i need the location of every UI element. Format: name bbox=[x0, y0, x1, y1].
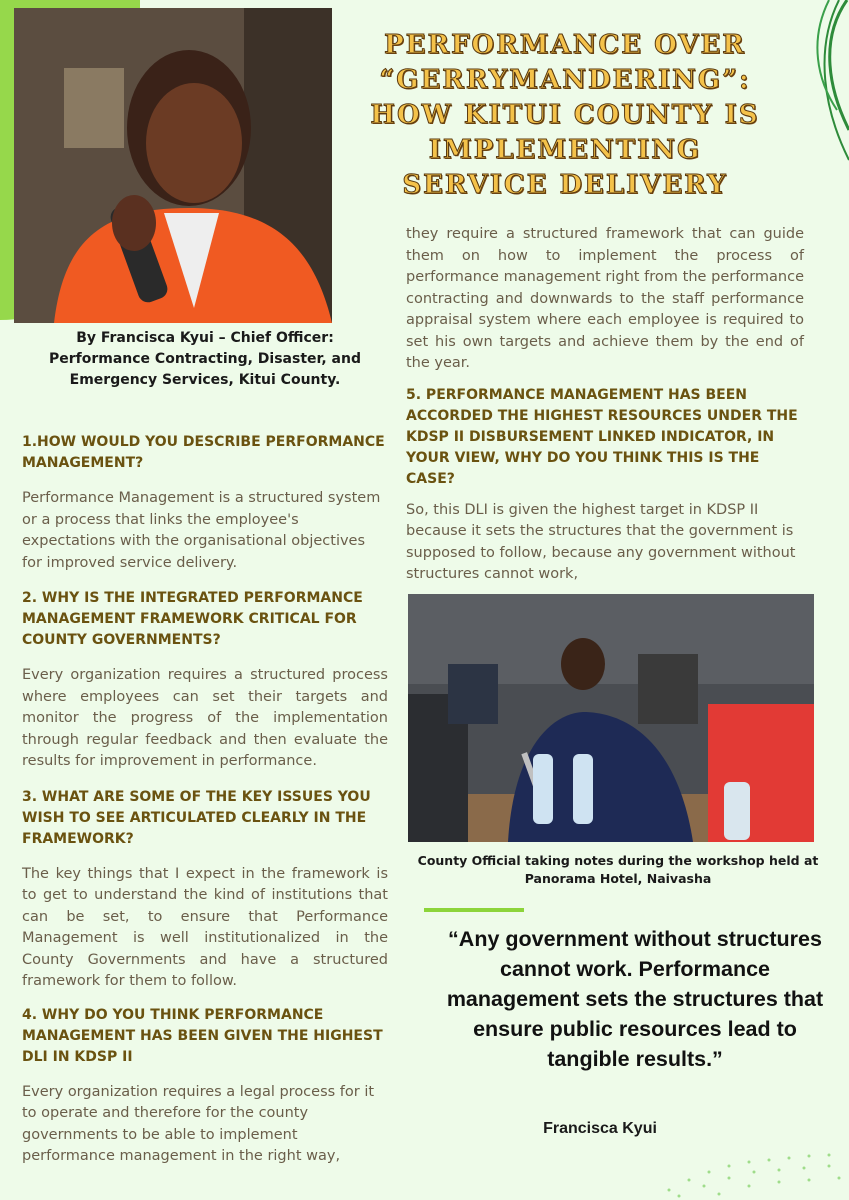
question-5: 5. PERFORMANCE MANAGEMENT HAS BEEN ACCORDED THE HIGHEST RESOURCES UNDER THE KDSP II DISBURSEMENT LINKED INDICATOR, IN YOUR VIEW, WHY DO YOU THINK THIS IS THE CASE? bbox=[406, 386, 798, 487]
pull-quote: “Any government without structures cannot work. Performance management sets the structures that ensure public resources lead to tangible results.” bbox=[446, 927, 824, 1071]
workshop-photo bbox=[408, 594, 814, 842]
answer-2: Every organization requires a structured process where employees can set their targets and monitor the progress of the implementation through regular feedback and then evaluate the results for improvement in performance. bbox=[22, 667, 388, 769]
photo-caption: County Official taking notes during the workshop held at Panorama Hotel, Naivasha bbox=[417, 853, 819, 886]
leaf-lines-decoration bbox=[769, 0, 849, 170]
answer-4: Every organization requires a legal process for it to operate and therefore for the county governments to be able to implement performance management in the right way, bbox=[22, 1083, 375, 1164]
question-3: 3. WHAT ARE SOME OF THE KEY ISSUES YOU WISH TO SEE ARTICULATED CLEARLY IN THE FRAMEWORK? bbox=[22, 788, 371, 847]
question-1: 1.HOW WOULD YOU DESCRIBE PERFORMANCE MANAGEMENT? bbox=[22, 434, 385, 471]
answer-4-continuation: they require a structured framework that can guide them on how to implement the process of performance management right from the performance contracting and downwards to the staff performance appraisal system where each employee is required to set his own targets and achieve them by the end of the year. bbox=[406, 226, 804, 371]
answer-3: The key things that I expect in the framework is to get to understand the kind of institutions that can be set, to ensure that Performance Management is well institutionalized in the County Governments and have a structured framework for them to follow. bbox=[22, 865, 388, 989]
green-divider bbox=[424, 908, 524, 912]
question-2: 2. WHY IS THE INTEGRATED PERFORMANCE MANAGEMENT FRAMEWORK CRITICAL FOR COUNTY GOVERNMENTS? bbox=[22, 590, 363, 648]
answer-5: So, this DLI is given the highest target in KDSP II because it sets the structures that the government is supposed to follow, because any government without structures cannot work, bbox=[406, 501, 796, 582]
answer-1: Performance Management is a structured system or a process that links the employee's expectations with the organisational objectives for improved service delivery. bbox=[22, 490, 381, 571]
article-title: PERFORMANCE OVER “GERRYMANDERING”: HOW KITUI COUNTY IS IMPLEMENTING SERVICE DELIVERY bbox=[370, 30, 760, 200]
right-column bbox=[406, 224, 804, 586]
author-byline: By Francisca Kyui – Chief Officer: Performance Contracting, Disaster, and Emergency Services, Kitui County. bbox=[48, 330, 361, 388]
author-portrait bbox=[14, 8, 332, 323]
left-column bbox=[22, 432, 388, 1168]
dotted-wave-decoration bbox=[649, 1100, 849, 1200]
pull-quote-author: Francisca Kyui bbox=[543, 1120, 657, 1137]
question-4: 4. WHY DO YOU THINK PERFORMANCE MANAGEMENT HAS BEEN GIVEN THE HIGHEST DLI IN KDSP II bbox=[22, 1006, 383, 1065]
